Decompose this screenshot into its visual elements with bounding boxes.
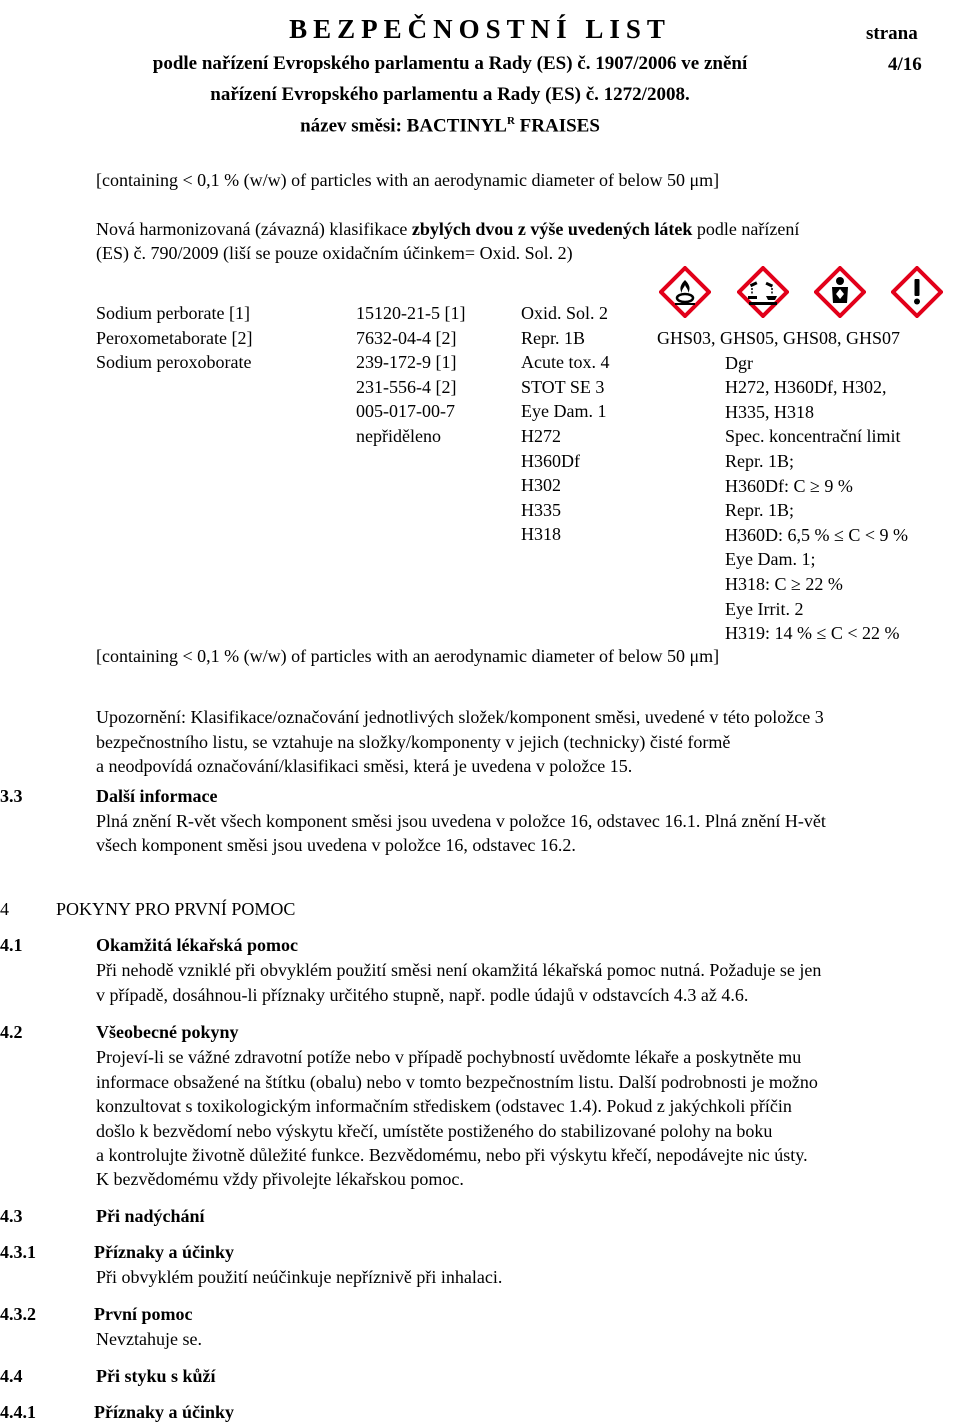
labelling-item: Repr. 1B; — [725, 500, 795, 521]
substance-name: Sodium peroxoborate — [96, 352, 252, 373]
section-4-3-number: 4.3 — [0, 1206, 23, 1226]
warning-line-1: Upozornění: Klasifikace/označování jednotlivých složek/komponent směsi, uvedené v této položce 3 — [96, 707, 824, 727]
section-3-3-number: 3.3 — [0, 786, 23, 806]
labelling-item: H318: C ≥ 22 % — [725, 573, 843, 594]
harmonized-part-1: Nová harmonizovaná (závazná) klasifikace — [96, 219, 412, 239]
health-hazard-icon — [814, 266, 866, 318]
section-4-3-2-number: 4.3.2 — [0, 1304, 36, 1324]
section-3-3-title: Další informace — [96, 786, 218, 806]
mixture-name — [0, 109, 900, 138]
harmonized-part-2: zbylých dvou z výše uvedených látek — [411, 219, 693, 239]
classification-item: H318 — [521, 524, 561, 545]
identifier: 005-017-00-7 — [356, 401, 455, 422]
section-4-title: POKYNY PRO PRVNÍ POMOC — [56, 899, 296, 919]
containing-note-top: [containing < 0,1 % (w/w) of particles with an aerodynamic diameter of below 50 μm] — [96, 170, 720, 190]
section-4-2-title: Všeobecné pokyny — [96, 1022, 239, 1042]
labelling-item: Dgr — [725, 352, 753, 373]
page-number: 4/16 — [888, 54, 922, 75]
labelling-item: H360Df: C ≥ 9 % — [725, 475, 853, 496]
section-4-2-line: K bezvědomému vždy přivolejte lékařskou pomoc. — [96, 1169, 464, 1189]
classification-item: Acute tox. 4 — [521, 352, 610, 373]
section-4-2-number: 4.2 — [0, 1022, 23, 1042]
classification-item: Oxid. Sol. 2 — [521, 303, 609, 323]
section-4-2-line: informace obsažené na štítku (obalu) nebo v tomto bezpečnostním listu. Další podrobnosti je možno — [96, 1072, 818, 1092]
section-4-2-line: konzultovat s toxikologickým informačním střediskem (odstavec 1.4). Pokud z jakýchkoli příčin — [96, 1096, 792, 1116]
section-3-3-line-2: všech komponent směsi jsou uvedena v položce 16, odstavec 16.2. — [96, 835, 576, 855]
classification-item: STOT SE 3 — [521, 376, 605, 397]
section-4-4-1-title: Příznaky a účinky — [94, 1402, 235, 1422]
labelling-item: Eye Irrit. 2 — [725, 598, 804, 619]
section-4-3-title: Při nadýchání — [96, 1206, 205, 1226]
classification-item: Eye Dam. 1 — [521, 401, 607, 422]
mixture-name-suffix: FRAISES — [514, 115, 600, 137]
corrosion-icon — [737, 266, 789, 318]
ghs-codes: GHS03, GHS05, GHS08, GHS07 — [657, 328, 901, 348]
section-4-3-1-number: 4.3.1 — [0, 1242, 36, 1262]
page-label: strana — [866, 23, 918, 44]
section-4-2-line: a kontrolujte životně důležité funkce. Bezvědomému, nebo při výskytu křečí, nepodávejte nic ústy. — [96, 1145, 808, 1165]
section-4-1-line-2: v případě, dosáhnou-li příznaky určitého stupně, např. podle údajů v odstavcích 4.3 až 4.6. — [96, 985, 749, 1005]
classification-item: H302 — [521, 475, 561, 496]
flame-over-circle-icon — [659, 266, 711, 318]
identifier: 7632-04-4 [2] — [356, 327, 457, 348]
classification-item: H360Df — [521, 450, 580, 471]
section-4-2-line: došlo k bezvědomí nebo výskytu křečí, umístěte postiženého do stabilizované polohy na boku — [96, 1121, 773, 1141]
identifier: nepřiděleno — [356, 425, 441, 446]
classification-item: Repr. 1B — [521, 327, 586, 348]
section-4-number: 4 — [0, 899, 9, 919]
classification-item: H272 — [521, 425, 561, 446]
containing-note-bottom: [containing < 0,1 % (w/w) of particles with an aerodynamic diameter of below 50 μm] — [96, 646, 720, 666]
section-3-3-line-1: Plná znění R-vět všech komponent směsi jsou uvedena v položce 16, odstavec 16.1. Plná znění H-vět — [96, 811, 826, 831]
document-title: BEZPEČNOSTNÍ LIST — [289, 14, 671, 44]
section-4-3-2-text: Nevztahuje se. — [96, 1329, 202, 1349]
section-4-3-1-title: Příznaky a účinky — [94, 1242, 235, 1262]
section-4-1-number: 4.1 — [0, 935, 23, 955]
identifier: 239-172-9 [1] — [356, 352, 457, 373]
identifiers-column — [356, 301, 465, 449]
section-4-4-title: Při styku s kůží — [96, 1366, 216, 1386]
labelling-column — [725, 351, 908, 646]
warning-line-2: bezpečnostního listu, se vztahuje na složky/komponenty v jejich (technicky) čisté formě — [96, 732, 731, 752]
section-4-4-number: 4.4 — [0, 1366, 23, 1386]
section-4-4-1-number: 4.4.1 — [0, 1402, 36, 1422]
section-4-3-2-title: První pomoc — [94, 1304, 193, 1324]
substance-name: Peroxometaborate [2] — [96, 327, 253, 348]
regulation-line-2: nařízení Evropského parlamentu a Rady (ES) č. 1272/2008. — [210, 84, 690, 105]
harmonized-part-3: podle nařízení — [692, 219, 800, 239]
labelling-item: H319: 14 % ≤ C < 22 % — [725, 623, 900, 644]
section-4-1-title: Okamžitá lékařská pomoc — [96, 935, 298, 955]
classification-column — [521, 301, 609, 547]
identifier: 231-556-4 [2] — [356, 376, 457, 397]
classification-item: H335 — [521, 499, 561, 520]
labelling-item: Repr. 1B; — [725, 450, 795, 471]
substance-names-column — [96, 301, 252, 375]
section-4-2-line: Projeví-li se vážné zdravotní potíže nebo v případě pochybností uvědomte lékaře a poskytněte mu — [96, 1047, 802, 1067]
substance-name: Sodium perborate [1] — [96, 303, 250, 323]
labelling-item: H360D: 6,5 % ≤ C < 9 % — [725, 524, 909, 545]
labelling-item: Eye Dam. 1; — [725, 549, 816, 570]
warning-line-3: a neodpovídá označování/klasifikaci směsi, která je uvedena v položce 15. — [96, 756, 633, 776]
identifier: 15120-21-5 [1] — [356, 303, 466, 323]
harmonized-note-line-1 — [96, 217, 799, 241]
labelling-item: Spec. koncentrační limit — [725, 426, 901, 447]
labelling-item: H335, H318 — [725, 401, 814, 422]
registered-mark: R — [506, 115, 515, 127]
labelling-item: H272, H360Df, H302, — [725, 377, 887, 398]
section-4-3-1-text: Při obvyklém použití neúčinkuje nepříznivě při inhalaci. — [96, 1267, 503, 1287]
mixture-name-prefix: název směsi: BACTINYL — [300, 115, 507, 137]
harmonized-note-line-2: (ES) č. 790/2009 (liší se pouze oxidačním účinkem= Oxid. Sol. 2) — [96, 243, 573, 263]
section-4-1-line-1: Při nehodě vzniklé při obvyklém použití směsi není okamžitá lékařská pomoc nutná. Požaduje se jen — [96, 960, 822, 980]
exclamation-mark-icon — [891, 266, 943, 318]
regulation-line-1: podle nařízení Evropského parlamentu a Rady (ES) č. 1907/2006 ve znění — [152, 53, 748, 74]
